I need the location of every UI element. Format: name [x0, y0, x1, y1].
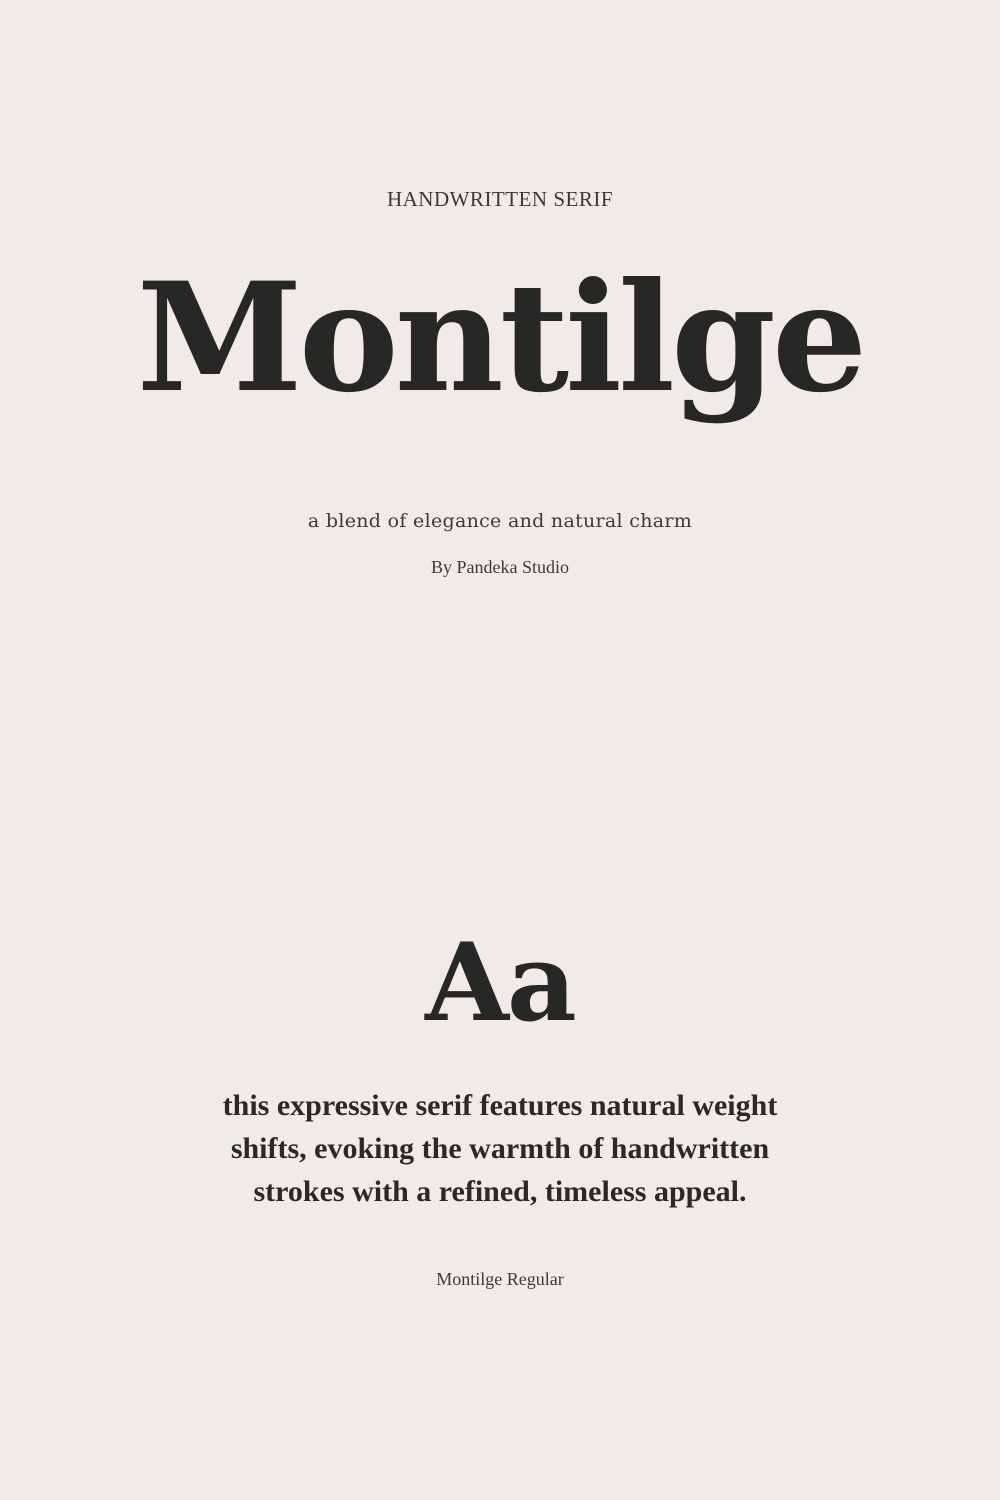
font-style-name: Montilge Regular	[436, 1269, 564, 1289]
designer-credit: By Pandeka Studio	[431, 557, 569, 577]
description-line: this expressive serif features natural weight	[222, 1089, 778, 1122]
category-label: HANDWRITTEN SERIF	[386, 187, 614, 211]
glyph-sample: Aa	[425, 920, 575, 1046]
font-title: Montilge	[136, 250, 864, 426]
tagline: a blend of elegance and natural charm	[307, 510, 693, 532]
description-paragraph	[0, 1084, 1000, 1213]
description-line: shifts, evoking the warmth of handwritten	[230, 1132, 770, 1165]
description-line: strokes with a refined, timeless appeal.	[253, 1175, 747, 1208]
